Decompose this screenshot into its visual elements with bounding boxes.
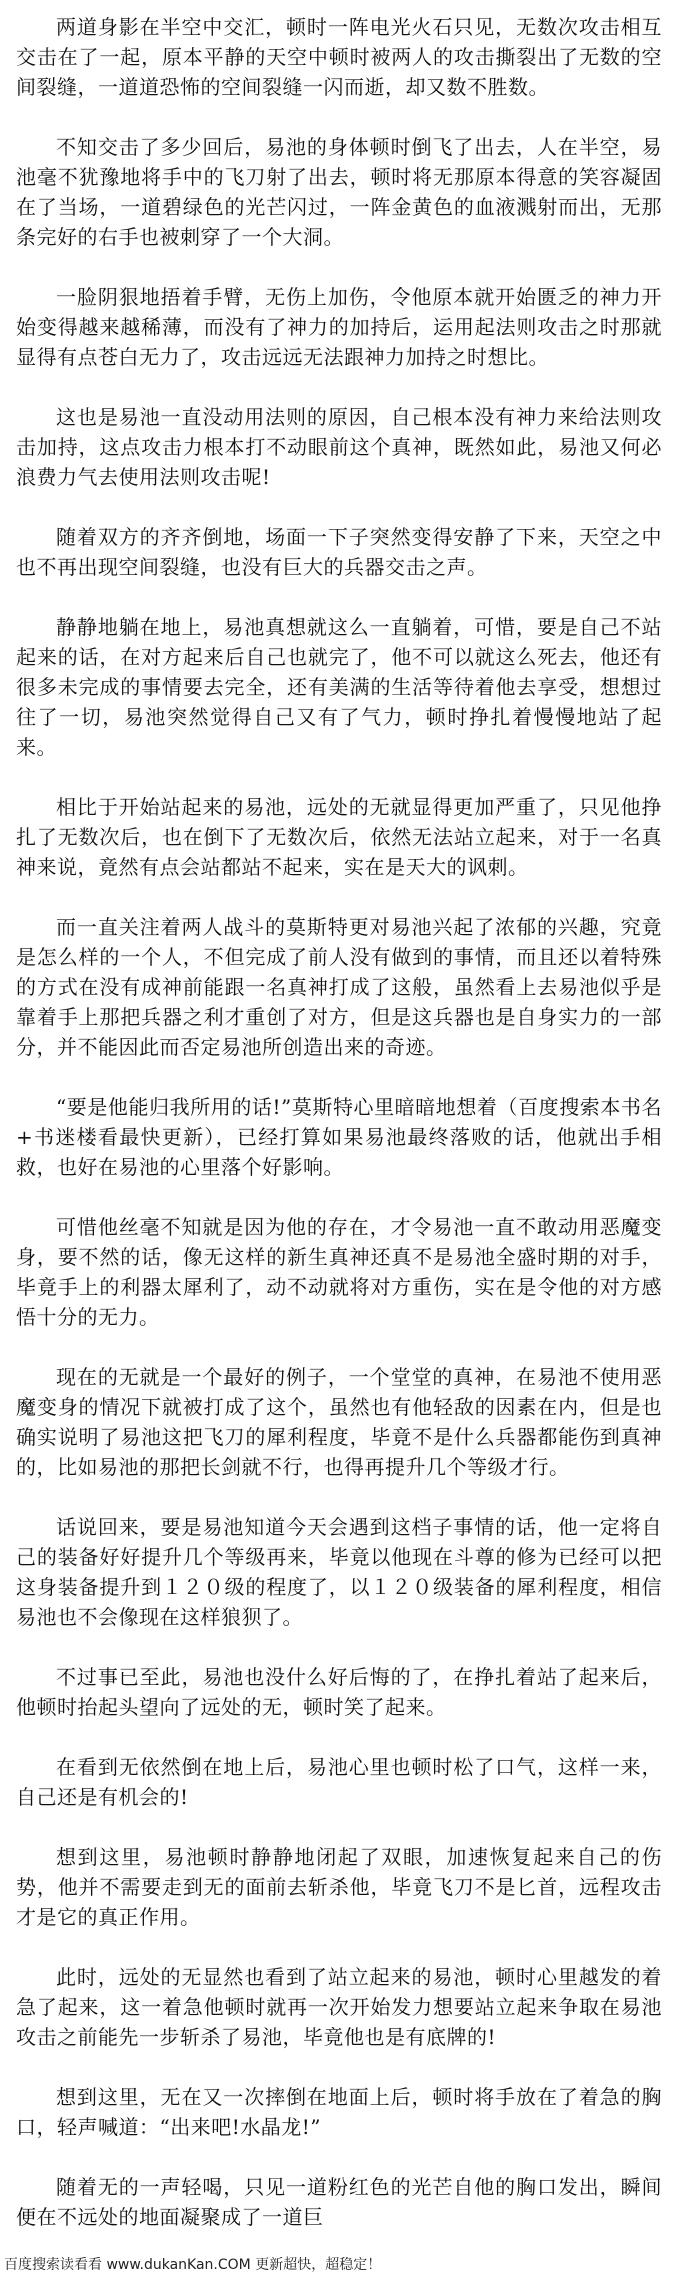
paragraph-8: 而一直关注着两人战斗的莫斯特更对易池兴起了浓郁的兴趣，究竟是怎么样的一个人，不但完成了前人没有做到的事情，而且还以着特殊的方式在没有成神前能跟一名真神打成了这般，虽然看上去易池似乎是靠着手上那把兵器之利才重创了对方，但是这兵器也是自身实力的一部分，并不能因此而否定易池所创造出来的奇迹。 bbox=[16, 915, 662, 1059]
paragraph-16: 此时，远处的无显然也看到了站立起来的易池，顿时心里越发的着急了起来，这一着急他顿时就再一次开始发力想要站立起来争取在易池攻击之前能先一步斩杀了易池，毕竟他也是有底牌的! bbox=[16, 1965, 662, 2049]
paragraph-gap bbox=[16, 1632, 662, 1662]
paragraph-gap bbox=[16, 1062, 662, 1092]
paragraph-gap bbox=[16, 1812, 662, 1842]
paragraph-15: 想到这里，易池顿时静静地闭起了双眼，加速恢复起来自己的伤势，他并不需要走到无的面前去斩杀他，毕竟飞刀不是匕首，远程攻击才是它的真正作用。 bbox=[16, 1845, 662, 1929]
paragraph-3: 一脸阴狠地捂着手臂，无伤上加伤，令他原本就开始匮乏的神力开始变得越来越稀薄，而没有了神力的加持后，运用起法则攻击之时那就显得有点苍白无力了，攻击远远无法跟神力加持之时想比。 bbox=[16, 285, 662, 369]
paragraph-18: 随着无的一声轻喝，只见一道粉红色的光芒自他的胸口发出，瞬间便在不远处的地面凝聚成了一道巨 bbox=[16, 2175, 662, 2229]
paragraph-gap bbox=[16, 882, 662, 912]
paragraph-10: 可惜他丝毫不知就是因为他的存在，才令易池一直不敢动用恶魔变身，要不然的话，像无这样的新生真神还真不是易池全盛时期的对手，毕竟手上的利器太犀利了，动不动就将对方重伤，实在是令他的对方感悟十分的无力。 bbox=[16, 1215, 662, 1329]
paragraph-13: 不过事已至此，易池也没什么好后悔的了，在挣扎着站了起来后，他顿时抬起头望向了远处的无，顿时笑了起来。 bbox=[16, 1665, 662, 1719]
paragraph-gap bbox=[16, 1722, 662, 1752]
paragraph-5: 随着双方的齐齐倒地，场面一下子突然变得安静了下来，天空之中也不再出现空间裂缝，也没有巨大的兵器交击之声。 bbox=[16, 525, 662, 579]
paragraph-gap bbox=[16, 1932, 662, 1962]
paragraph-1: 两道身影在半空中交汇，顿时一阵电光火石只见，无数次攻击相互交击在了一起，原本平静的天空中顿时被两人的攻击撕裂出了无数的空间裂缝，一道道恐怖的空间裂缝一闪而逝，却又数不胜数。 bbox=[16, 15, 662, 99]
paragraph-12: 话说回来，要是易池知道今天会遇到这档子事情的话，他一定将自己的装备好好提升几个等级再来，毕竟以他现在斗尊的修为已经可以把这身装备提升到１２０级的程度了，以１２０级装备的犀利程度，相信易池也不会像现在这样狼狈了。 bbox=[16, 1515, 662, 1629]
paragraph-14: 在看到无依然倒在地上后，易池心里也顿时松了口气，这样一来，自己还是有机会的! bbox=[16, 1755, 662, 1809]
paragraph-gap bbox=[16, 582, 662, 612]
paragraph-gap bbox=[16, 1482, 662, 1512]
site-footer: 百度搜索读看看 www.dukanKan.COM 更新超快，超稳定！ bbox=[4, 2257, 382, 2273]
paragraph-7: 相比于开始站起来的易池，远处的无就显得更加严重了，只见他挣扎了无数次后，也在倒下了无数次后，依然无法站立起来，对于一名真神来说，竟然有点会站都站不起来，实在是天大的讽刺。 bbox=[16, 795, 662, 879]
paragraph-gap bbox=[16, 1182, 662, 1212]
paragraph-2: 不知交击了多少回后，易池的身体顿时倒飞了出去，人在半空，易池毫不犹豫地将手中的飞刀射了出去，顿时将无那原本得意的笑容凝固在了当场，一道碧绿色的光芒闪过，一阵金黄色的血液溅射而出，无那条完好的右手也被刺穿了一个大洞。 bbox=[16, 135, 662, 249]
paragraph-9: “要是他能归我所用的话!”莫斯特心里暗暗地想着（百度搜索本书名+书迷楼看最快更新），已经打算如果易池最终落败的话，他就出手相救，也好在易池的心里落个好影响。 bbox=[16, 1095, 662, 1179]
paragraph-gap bbox=[16, 492, 662, 522]
paragraph-11: 现在的无就是一个最好的例子，一个堂堂的真神，在易池不使用恶魔变身的情况下就被打成了这个，虽然也有他轻敌的因素在内，但是也确实说明了易池这把飞刀的犀利程度，毕竟不是什么兵器都能伤到真神的，比如易池的那把长剑就不行，也得再提升几个等级才行。 bbox=[16, 1365, 662, 1479]
paragraph-gap bbox=[16, 102, 662, 132]
paragraph-gap bbox=[16, 2052, 662, 2082]
paragraph-4: 这也是易池一直没动用法则的原因，自己根本没有神力来给法则攻击加持，这点攻击力根本打不动眼前这个真神，既然如此，易池又何必浪费力气去使用法则攻击呢! bbox=[16, 405, 662, 489]
paragraph-gap bbox=[16, 372, 662, 402]
paragraph-gap bbox=[16, 762, 662, 792]
paragraph-gap bbox=[16, 1332, 662, 1362]
paragraph-gap bbox=[16, 2142, 662, 2172]
paragraph-6: 静静地躺在地上，易池真想就这么一直躺着，可惜，要是自己不站起来的话，在对方起来后自己也就完了，他不可以就这么死去，他还有很多未完成的事情要去完全，还有美满的生活等待着他去享受，想想过往了一切，易池突然觉得自己又有了气力，顿时挣扎着慢慢地站了起来。 bbox=[16, 615, 662, 759]
paragraph-17: 想到这里，无在又一次摔倒在地面上后，顿时将手放在了着急的胸口，轻声喊道：“出来吧!水晶龙!” bbox=[16, 2085, 662, 2139]
paragraph-gap bbox=[16, 252, 662, 282]
